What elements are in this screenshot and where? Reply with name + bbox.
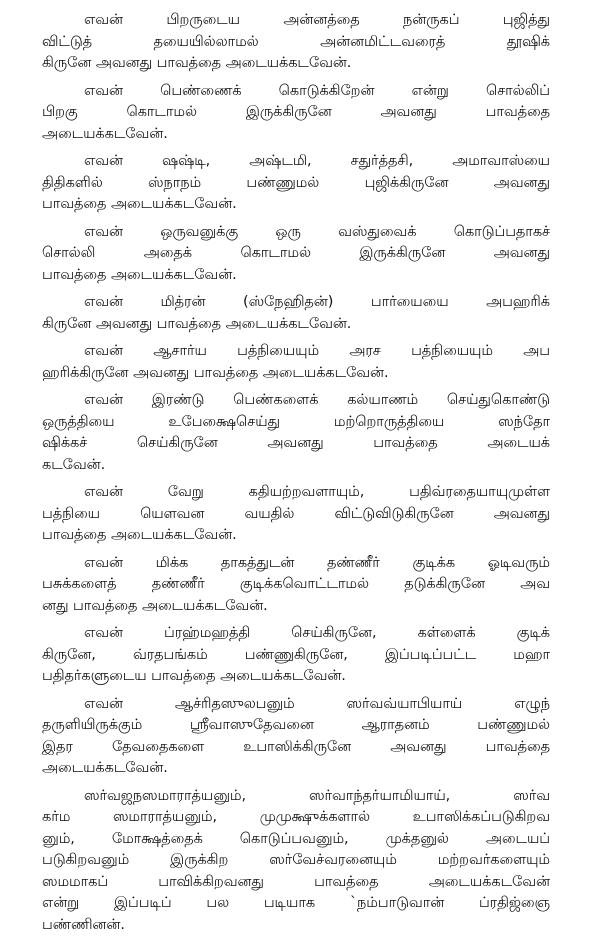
text-line: அடையக்கடவேன். xyxy=(42,758,550,780)
text-line: சொல்லி அதைக் கொடாமல் இருக்கிருனே அவனது xyxy=(42,243,550,265)
text-line: னது பாவத்தை அடையக்கடவேன். xyxy=(42,596,550,618)
paragraph xyxy=(42,553,550,618)
text-line: ஷிக்கச் செய்கிருனே அவனது பாவத்தை அடையக் xyxy=(42,433,550,455)
text-line: பாவத்தை அடையக்கடவேன். xyxy=(42,525,550,547)
text-line: ஹரிக்கிருனே அவனது பாவத்தை அடையக்கடவேன். xyxy=(42,363,550,385)
text-line: பசுக்களைத் தண்ணீர் குடிக்கவொட்டாமல் தடுக்கிருனே அவ xyxy=(42,574,550,596)
text-line: விட்டுத் தயையில்லாமல் அன்னமிட்டவரைத் தூஷிக் xyxy=(42,32,550,54)
paragraph xyxy=(42,623,550,688)
text-line: பாவத்தை அடையக்கடவேன். xyxy=(42,265,550,287)
text-line: பாவத்தை அடையக்கடவேன். xyxy=(42,194,550,216)
text-line: எவன் ஆச்ரிதஸுலபனும் ஸர்வவ்யாபியாய் எழுந் xyxy=(42,694,550,716)
text-line: பத்நியை யௌவன வயதில் விட்டுவிடுகிருனே அவனது xyxy=(42,504,550,526)
paragraph xyxy=(42,222,550,287)
text-line: கிருனே, வ்ரதபங்கம் பண்ணுகிருனே, இப்படிப்பட்ட மஹா xyxy=(42,645,550,667)
text-line: ஸமமாகப் பாவிக்கிறவனது பாவத்தை அடையக்கடவேன் xyxy=(42,872,550,894)
text-line: பிறகு கொடாமல் இருக்கிருனே அவனது பாவத்தை xyxy=(42,102,550,124)
text-line: ஒருத்தியை உபேக்ஷைசெய்து மற்றொருத்தியை ஸந்தோ xyxy=(42,412,550,434)
text-line: கிருனே அவனது பாவத்தை அடையக்கடவேன். xyxy=(42,314,550,336)
paragraph xyxy=(42,482,550,547)
text-line: எவன் வேறு கதியற்றவளாயும், பதிவ்ரதையாயுமுள்ள xyxy=(42,482,550,504)
text-line: என்று இப்படிப் பல படியாக `நம்பாடுவான் ப்ரதிஜ்ஞை xyxy=(42,893,550,915)
text-line: எவன் மிக்க தாகத்துடன் தண்ணீர் குடிக்க ஓடிவரும் xyxy=(42,553,550,575)
text-line: எவன் இரண்டு பெண்களைக் கல்யாணம் செய்துகொண்டு xyxy=(42,390,550,412)
paragraph xyxy=(42,694,550,780)
text-line: எவன் பெண்ணைக் கொடுக்கிறேன் என்று சொல்லிப் xyxy=(42,81,550,103)
text-line: இதர தேவதைகளை உபாஸிக்கிருனே அவனது பாவத்தை xyxy=(42,737,550,759)
text-line: எவன் ப்ரஹ்மஹத்தி செய்கிருனே, கள்ளைக் குடிக் xyxy=(42,623,550,645)
paragraph xyxy=(42,151,550,216)
text-line: திதிகளில் ஸ்நாநம் பண்ணுமல் புஜிக்கிருனே அவனது xyxy=(42,173,550,195)
paragraph xyxy=(42,81,550,146)
text-line: கடவேன். xyxy=(42,455,550,477)
text-line: எவன் ஷஷ்டி, அஷ்டமி, சதுர்த்தசி, அமாவாஸ்யை xyxy=(42,151,550,173)
text-line: ஸர்வஜநஸமாராத்யனும், ஸர்வாந்தர்யாமியாய், ஸர்வ xyxy=(42,786,550,808)
paragraph xyxy=(42,786,550,936)
text-line: அடையக்கடவேன். xyxy=(42,124,550,146)
text-line: கிருனே அவனது பாவத்தை அடையக்கடவேன். xyxy=(42,53,550,75)
text-line: எவன் பிறருடைய அன்னத்தை நன்ருகப் புஜித்து xyxy=(42,10,550,32)
paragraph xyxy=(42,341,550,384)
text-line: தருளியிருக்கும் ஸ்ரீவாஸுதேவனை ஆராதனம் பண்ணுமல் xyxy=(42,715,550,737)
text-line: எவன் ஒருவனுக்கு ஒரு வஸ்துவைக் கொடுப்பதாகச் xyxy=(42,222,550,244)
text-line: னும், மோக்ஷத்தைக் கொடுப்பவனும், முக்தனுல் அடையப் xyxy=(42,829,550,851)
text-line: படுகிறவனும் இருக்கிற ஸர்வேச்வரனையும் மற்றவர்களையும் xyxy=(42,850,550,872)
text-line: பண்ணினன். xyxy=(42,915,550,936)
paragraph xyxy=(42,292,550,335)
text-line: கர்ம ஸமாராத்யனும், முமுக்ஷுக்களால் உபாஸிக்கப்படுகிறவ xyxy=(42,807,550,829)
text-line: எவன் மித்ரன் (ஸ்நேஹிதன்) பார்யையை அபஹரிக் xyxy=(42,292,550,314)
paragraph xyxy=(42,10,550,75)
text-line: எவன் ஆசார்ய பத்நியையும் அரச பத்நியையும் அப xyxy=(42,341,550,363)
text-line: பதிதர்களுடைய பாவத்தை அடையக்கடவேன். xyxy=(42,666,550,688)
paragraph xyxy=(42,390,550,476)
